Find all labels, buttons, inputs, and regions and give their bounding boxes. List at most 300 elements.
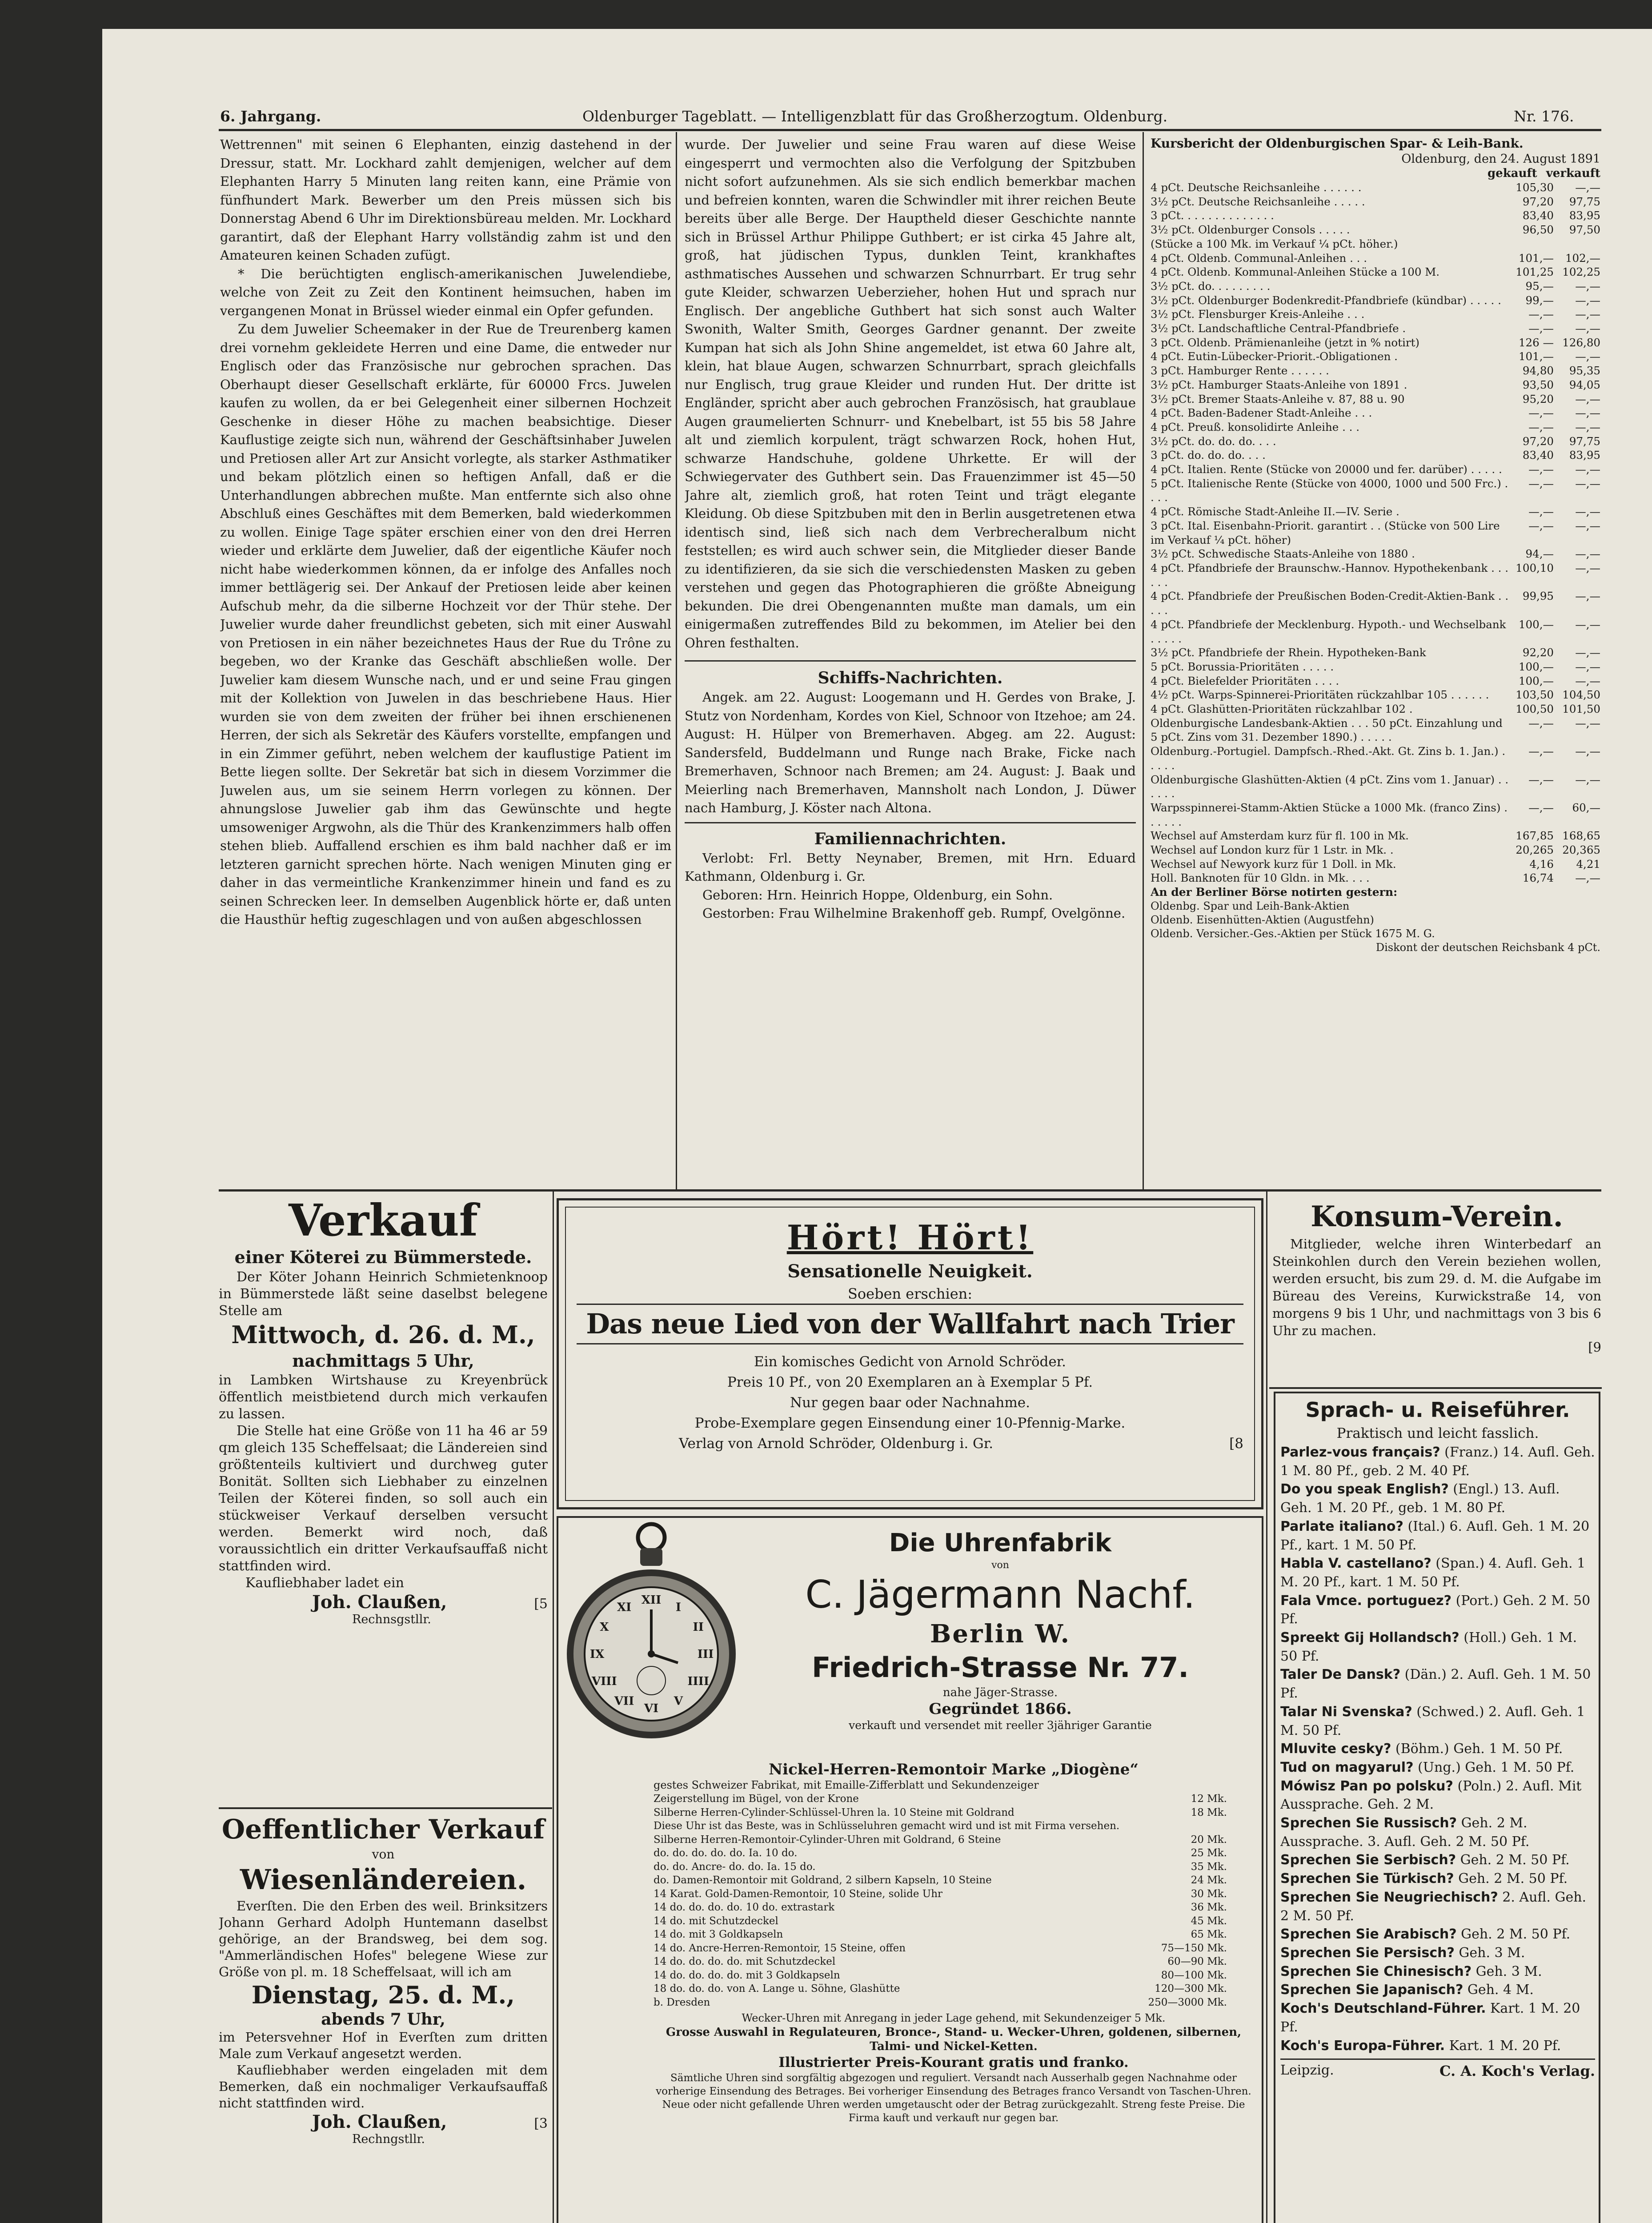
ad-time: nachmittags 5 Uhr, [292, 1351, 474, 1371]
guide-entry [1280, 2037, 1595, 2055]
market-row [1151, 702, 1600, 716]
ad-footer-left: Leipzig. [1280, 2062, 1334, 2079]
security-name: 3½ pCt. Deutsche Reichsanleihe . . . . . [1151, 195, 1365, 208]
guide-entry [1280, 1703, 1595, 1740]
family-entry: Gestorben: Frau Wilhelmine Brakenhoff geb. Rumpf, Ovelgönne. [702, 906, 1126, 921]
item-price: 45 Mk. [1191, 1915, 1227, 1927]
ad-text: in Lambken Wirtshause zu Kreyenbrück öffentlich meistbietend durch mich verkaufen zu lassen. [219, 1372, 548, 1422]
ad-footer-right: C. A. Koch's Verlag. [1439, 2062, 1595, 2080]
price-bought: 92,20 [1522, 646, 1554, 659]
price-sold: 102,— [1565, 251, 1600, 265]
price-sold: —,— [1575, 406, 1600, 420]
ad-founded: Gegründet 1866. [929, 1700, 1072, 1718]
price-row [654, 1901, 1227, 1914]
security-name: Oldenburgische Landesbank-Aktien . . . 50 pCt. Einzahlung und 5 pCt. Zins vom 31. Dezember 1890.) . . . . . [1151, 716, 1503, 744]
security-name: 3 pCt. Hamburger Rente . . . . . . [1151, 364, 1329, 377]
header-right: Nr. 176. [1514, 108, 1574, 125]
security-name: 3½ pCt. Hamburger Staats-Anleihe von 1891 . [1151, 378, 1407, 391]
ad-model-desc: gestes Schweizer Fabrikat, mit Emaille-Zifferblatt und Sekundenzeiger [654, 1779, 1039, 1791]
ad-line: Preis 10 Pf., von 20 Exemplaren an à Exemplar 5 Pf. [727, 1374, 1093, 1390]
ad-footer-line: Sämtliche Uhren sind sorgfältig abgezogen und reguliert. Versandt nach Ausserhalb gegen Nachnahme oder vorherige Einsendung des Betrages. Bei vorheriger Einsendung des Betrages franco Versandt von Taschen-Uhren. Neue oder nicht gefallende Uhren werden umgetauscht oder der Betrag zurückgezahlt. Streng feste Preise. Die Firma kauft und verkauft nur gegen bar. [656, 2072, 1251, 2124]
security-name: 4 pCt. Glashütten-Prioritäten rückzahlbar 102 . [1151, 702, 1413, 716]
item-name: 14 do. do. do. do. mit 3 Goldkapseln [654, 1969, 840, 1981]
article-para: wurde. Der Juwelier und seine Frau waren auf diese Weise eingesperrt und vermochten also die Verfolgung der Spitzbuben nicht sofort aufzunehmen. Als sie sich endlich bemerkbar machen und befreien konnten, waren die Schwindler mit ihrer reichen Beute bereits über alle Berge. Der Hauptheld dieser Geschichte nannte sich in Brüssel Arthur Philippe Guthbert; er ist cirka 45 Jahre alt, groß, hat jüdischen Typus, dunklen Teint, krankhaftes asthmatisches Aussehen und schwarzen Schnurrbart. Er trug sehr gute Kleider, schwarzen Ueberzieher, hohen Hut und sprach nur Englisch. Der angebliche Guthbert hat sich sonst auch Walter Swonith, Walter Smith, Georges Gardner genannt. Der zweite Kumpan hat sich als John Shine angemeldet, ist etwa 60 Jahre alt, klein, hat blaue Augen, schwarzen Schnurrbart, sprach gleichfalls nur Englisch, trug graue Kleider und runden Hut. Der dritte ist Engländer, spricht aber auch gebrochen Französisch, hat graublaue Augen graumelierten Schnurr- und Knebelbart, ist 55 bis 58 Jahre alt und ziemlich korpulent, trägt schwarzen Rock, hohen Hut, schwarze Handschuhe, goldene Uhrkette. Er will der Schwiegervater des Guthbert sein. Das Frauenzimmer ist 45—50 Jahre alt, ziemlich groß, hat roten Teint und trägt elegante Kleidung. Ob diese Spitzbuben mit den in Berlin ausgetretenen etwa identisch sind, ließ sich nach dem Verbrecheralbum nicht feststellen; es wird auch schwer sein, die Mitglieder dieser Bande zu identifizieren, da sie sich die verschiedensten Masken zu geben verstehen und gegen das Photographieren die größte Abneigung bekunden. Die drei Obengenannten mußte man damals, um ein einigermaßen zutreffendes Bild zu bekommen, im Atelier bei den Ohren festhalten. [685, 137, 1136, 650]
newspaper-page [102, 29, 1652, 2223]
price-sold: —,— [1575, 773, 1600, 786]
price-sold: 94,05 [1569, 378, 1600, 391]
item-name: Zeigerstellung im Bügel, von der Krone [654, 1793, 859, 1805]
price-sold: 97,50 [1569, 223, 1600, 237]
price-sold: 126,80 [1562, 336, 1600, 349]
family-entry: Geboren: Hrn. Heinrich Hoppe, Oldenburg, ein Sohn. [702, 887, 1053, 903]
security-name: 3 pCt. do. do. do. . . . [1151, 449, 1266, 462]
guide-title: Tud on magyarul? [1280, 1759, 1414, 1775]
guide-entry [1280, 1554, 1595, 1591]
price-row [654, 1819, 1227, 1833]
berlin-line: Oldenb. Versicher.-Ges.-Aktien per Stück 1675 M. G. [1151, 927, 1435, 940]
ad-announce: Soeben erschien: [847, 1285, 973, 1302]
price-sold: —,— [1575, 279, 1600, 293]
security-name: 4 pCt. Deutsche Reichsanleihe . . . . . . [1151, 181, 1362, 194]
header-left: 6. Jahrgang. [220, 108, 321, 125]
guide-title: Sprechen Sie Persisch? [1280, 1945, 1455, 1961]
market-row [1151, 434, 1600, 449]
market-col-heads [1151, 166, 1600, 181]
price-bought: 99,95 [1522, 590, 1554, 603]
market-row [1151, 561, 1600, 589]
price-sold: —,— [1575, 561, 1600, 574]
market-row [1151, 589, 1600, 617]
price-sold: 168,65 [1562, 829, 1600, 843]
ad-footer-line: Illustrierter Preis-Kourant gratis und franko. [778, 2054, 1129, 2071]
ad-text: Mitglieder, welche ihren Winterbedarf an Steinkohlen durch den Verein beziehen wollen, werden ersucht, bis zum 29. d. M. die Aufgabe im Büreau des Vereins, Kurwickstraße 14, von morgens 9 bis 1 Uhr, und nachmittags von 3 bis 6 Uhr zu machen. [1272, 1236, 1601, 1338]
ad-line: Verlag von Arnold Schröder, Oldenburg i. Gr. [679, 1436, 994, 1452]
item-name: 14 do. do. do. do. 10 do. extrastark [654, 1902, 835, 1913]
pocket-watch-illustration [565, 1521, 738, 1747]
guide-title: Spreekt Gij Hollandsch? [1280, 1630, 1460, 1646]
price-sold: 102,25 [1562, 265, 1600, 279]
price-bought: —,— [1528, 773, 1554, 786]
guide-title: Taler De Dansk? [1280, 1667, 1401, 1683]
article-column-1 [220, 136, 671, 1185]
item-name: do. Damen-Remontoir mit Goldrand, 2 silbern Kapseln, 10 Steine [654, 1874, 992, 1886]
price-bought: 96,50 [1522, 223, 1554, 237]
ad-company: C. Jägermann Nachf. [805, 1573, 1195, 1617]
ad-separator [219, 1807, 552, 1809]
clock-numeral: II [693, 1621, 704, 1634]
price-row [654, 1887, 1227, 1901]
price-bought: 101,— [1518, 350, 1554, 363]
price-sold: —,— [1575, 618, 1600, 631]
security-name: 4 pCt. Preuß. konsolidirte Anleihe . . . [1151, 420, 1360, 433]
item-name: 14 Karat. Gold-Damen-Remontoir, 10 Steine, solide Uhr [654, 1888, 942, 1900]
ad-time: abends 7 Uhr, [321, 2010, 445, 2029]
guide-details: (Schwed.) 2. Aufl. Geh. 1 M. 50 Pf. [1280, 1704, 1585, 1738]
ad-line: Probe-Exemplare gegen Einsendung einer 10-Pfennig-Marke. [694, 1415, 1126, 1431]
price-bought: 20,265 [1516, 843, 1554, 857]
security-name: Wechsel auf Amsterdam kurz für fl. 100 in Mk. [1151, 829, 1409, 843]
item-price: 24 Mk. [1191, 1874, 1227, 1886]
guide-title: Koch's Europa-Führer. [1280, 2038, 1445, 2054]
security-name: 3 pCt. . . . . . . . . . . . . . [1151, 209, 1274, 222]
price-bought [1509, 237, 1554, 251]
market-row [1151, 251, 1600, 265]
item-name: Silberne Herren-Cylinder-Schlüssel-Uhren la. 10 Steine mit Goldrand [654, 1806, 1014, 1818]
price-row [654, 1833, 1227, 1847]
ad-date: Mittwoch, d. 26. d. M., [231, 1320, 535, 1349]
guide-title: Do you speak English? [1280, 1481, 1449, 1497]
price-bought: 105,30 [1516, 181, 1554, 194]
price-bought: 97,20 [1522, 195, 1554, 208]
market-row [1151, 265, 1600, 279]
ad-date: Dienstag, 25. d. M., [251, 1981, 515, 2009]
guide-details: Geh. 4 M. [1463, 1982, 1534, 1998]
price-sold: —,— [1575, 392, 1600, 405]
market-row [1151, 744, 1600, 772]
guide-title: Parlate italiano? [1280, 1518, 1403, 1534]
ad-oeffentlicher-verkauf [219, 1812, 548, 2223]
price-row [654, 1914, 1227, 1928]
security-name: Wechsel auf Newyork kurz für 1 Doll. in Mk. [1151, 857, 1396, 871]
price-sold: —,— [1575, 716, 1600, 730]
price-bought: 16,74 [1522, 871, 1554, 885]
guide-entry [1280, 1944, 1595, 1962]
market-row [1151, 448, 1600, 462]
market-row [1151, 406, 1600, 420]
guide-details: Geh. 3 M. [1472, 1963, 1542, 1979]
ad-title: Sprach- u. Reiseführer. [1305, 1398, 1570, 1422]
ad-model: Nickel-Herren-Remontoir Marke „Diogène“ [769, 1761, 1139, 1778]
berlin-line: Oldenb. Eisenhütten-Aktien (Augustfehn) [1151, 914, 1374, 927]
ad-city: Berlin W. [930, 1619, 1071, 1649]
guide-entry [1280, 1777, 1595, 1814]
ad-footer-line: Wecker-Uhren mit Anregang in jeder Lage gehend, mit Sekundenzeiger 5 Mk. [742, 2012, 1166, 2024]
market-row [1151, 688, 1600, 702]
security-name: 4 pCt. Pfandbriefe der Braunschw.-Hannov. Hypothekenbank . . . . . . [1151, 561, 1509, 589]
price-sold: —,— [1575, 547, 1600, 561]
lower-divider-1 [553, 1192, 554, 2223]
guide-details: (Franz.) 14. Aufl. Geh. 1 M. 80 Pf., geb. 2 M. 40 Pf. [1280, 1445, 1595, 1479]
security-name: 3½ pCt. Oldenburger Consols . . . . . [1151, 223, 1350, 237]
security-name: 4 pCt. Römische Stadt-Anleihe II.—IV. Serie . [1151, 505, 1399, 518]
price-sold: 97,75 [1569, 195, 1600, 208]
price-sold: 83,95 [1569, 209, 1600, 222]
item-name: 14 do. mit Schutzdeckel [654, 1915, 778, 1927]
divider-1 [676, 132, 677, 1189]
item-name: do. do. do. do. do. Ia. 10 do. [654, 1847, 798, 1859]
price-bought: 97,20 [1522, 434, 1554, 448]
guide-list [1280, 1443, 1595, 2055]
price-sold [1556, 237, 1600, 251]
security-name: 5 pCt. Borussia-Prioritäten . . . . . [1151, 660, 1334, 673]
price-sold: 83,95 [1569, 449, 1600, 462]
market-title: Kursbericht der Oldenburgischen Spar- & Leih-Bank. [1151, 136, 1524, 151]
market-row [1151, 674, 1600, 688]
clock-numeral: VII [614, 1694, 634, 1708]
item-name: b. Dresden [654, 1996, 710, 2008]
item-price: 12 Mk. [1191, 1793, 1227, 1805]
guide-details: Kart. 1 M. 20 Pf. [1280, 2001, 1580, 2035]
security-name: 3½ pCt. Landschaftliche Central-Pfandbriefe . [1151, 322, 1406, 335]
price-sold: —,— [1575, 660, 1600, 673]
price-row [654, 1942, 1227, 1955]
guide-entry [1280, 1758, 1595, 1777]
ad-sprachfuehrer [1280, 1396, 1595, 2223]
price-bought: —,— [1528, 406, 1554, 420]
guide-entry [1280, 1517, 1595, 1554]
security-name: Oldenburg.-Portugiel. Dampfsch.-Rhed.-Akt. Gt. Zins b. 1. Jan.) . . . . . [1151, 745, 1506, 772]
guide-entry [1280, 1665, 1595, 1702]
guide-entry [1280, 1814, 1595, 1851]
clock-numeral: IIII [687, 1675, 710, 1688]
security-name: 4 pCt. Oldenb. Communal-Anleihen . . . [1151, 251, 1367, 265]
market-row [1151, 801, 1600, 829]
price-row [654, 1982, 1227, 1996]
guide-entry [1280, 1999, 1595, 2036]
guide-details: (Engl.) 13. Aufl. Geh. 1 M. 20 Pf., geb. 1 M. 80 Pf. [1280, 1481, 1560, 1516]
ad-closing: Kaufliebhaber ladet ein [245, 1575, 404, 1591]
security-name: 3½ pCt. Oldenburger Bodenkredit-Pfandbriefe (kündbar) . . . . . [1151, 293, 1501, 307]
price-list [654, 1792, 1254, 2009]
price-bought: —,— [1528, 519, 1554, 532]
market-row [1151, 378, 1600, 392]
price-sold: —,— [1575, 181, 1600, 194]
clock-numeral: VI [644, 1702, 659, 1715]
item-name: 14 do. Ancre-Herren-Remontoir, 15 Steine, offen [654, 1942, 906, 1954]
guide-entry [1280, 1480, 1595, 1517]
security-name: (Stücke a 100 Mk. im Verkauf ¼ pCt. höher.) [1151, 237, 1398, 250]
guide-title: Parlez-vous français? [1280, 1445, 1440, 1460]
ad-line: Ein komisches Gedicht von Arnold Schröder. [754, 1354, 1066, 1370]
guide-details: (Span.) 4. Aufl. Geh. 1 M. 20 Pf., kart. 1 M. 50 Pf. [1280, 1556, 1586, 1590]
guide-details: (Ung.) Geh. 1 M. 50 Pf. [1413, 1759, 1575, 1775]
security-name: 3 pCt. Ital. Eisenbahn-Priorit. garantirt . . (Stücke von 500 Lire im Verkauf ¼ pCt. höher) [1151, 519, 1500, 546]
item-price: 25 Mk. [1191, 1847, 1227, 1859]
price-row [654, 1996, 1227, 2010]
price-sold: —,— [1575, 322, 1600, 335]
pocket-watch-icon [565, 1521, 738, 1747]
price-bought: —,— [1528, 505, 1554, 518]
price-bought: 94,80 [1522, 364, 1554, 377]
market-row [1151, 462, 1600, 477]
ad-desc: verkauft und versendet mit reeller 3jähriger Garantie [849, 1719, 1152, 1732]
price-bought: —,— [1528, 801, 1554, 814]
market-row [1151, 293, 1600, 308]
guide-entry [1280, 1443, 1595, 1480]
price-bought: 167,85 [1516, 829, 1554, 843]
ad-signature: Joh. Claußen, [312, 1592, 447, 1613]
ad-ref: [5 [534, 1596, 548, 1612]
market-row [1151, 237, 1600, 251]
security-name: 4 pCt. Pfandbriefe der Mecklenburg. Hypoth.- und Wechselbank . . . . . [1151, 618, 1506, 645]
item-name: Silberne Herren-Remontoir-Cylinder-Uhren mit Goldrand, 6 Steine [654, 1834, 1001, 1846]
guide-title: Sprechen Sie Russisch? [1280, 1815, 1457, 1831]
clock-numeral: XII [641, 1593, 662, 1607]
security-name: Warpsspinnerei-Stamm-Aktien Stücke a 1000 Mk. (franco Zins) . . . . . . [1151, 801, 1508, 828]
ad-hoert [577, 1216, 1243, 1497]
price-row [654, 1806, 1227, 1820]
security-name: 3½ pCt. Flensburger Kreis-Anleihe . . . [1151, 308, 1365, 321]
ad-von: von [372, 1847, 395, 1862]
price-sold: —,— [1575, 350, 1600, 363]
security-name: 5 pCt. Italienische Rente (Stücke von 4000, 1000 und 500 Frc.) . . . . [1151, 477, 1508, 504]
price-bought: —,— [1528, 308, 1554, 321]
guide-details: (Port.) Geh. 2 M. 50 Pf. [1280, 1593, 1591, 1627]
ad-signature: Joh. Claußen, [312, 2111, 447, 2132]
security-name: 3½ pCt. Pfandbriefe der Rhein. Hypotheken-Bank [1151, 646, 1426, 659]
guide-title: Koch's Deutschland-Führer. [1280, 2001, 1486, 2017]
guide-title: Sprechen Sie Japanisch? [1280, 1982, 1464, 1998]
price-sold: —,— [1575, 646, 1600, 659]
article-para: Zu dem Juwelier Scheemaker in der Rue de Treurenberg kamen drei vornehm gekleidete Herren und eine Dame, die entweder nur Englisch oder das Französische nur gebrochen sprachen. Das Oberhaupt dieser Gesellschaft erklärte, für 60000 Frcs. Juwelen kaufen zu wollen, da er bei Gelegenheit einer silbernen Hochzeit Geschenke in dieser Höhe zu machen beabsichtige. Dieser Kauflustige zeigte sich nun, während der Geschäftsinhaber Juwelen und Pretiosen aller Art zur Ansicht vorlegte, als starker Asthmatiker und bekam plötzlich einen so heftigen Anfall, daß er die Unterhandlungen abbrechen mußte. Man entfernte sich also ohne Abschluß eines Geschäftes mit dem Bemerken, bald wiederkommen zu wollen. Einige Tage später erschien einer von den drei Herren wieder und erklärte dem Juwelier, daß der eigentliche Käufer noch nicht habe wiederkommen können, da er infolge des Anfalles noch immer bettlägerig sei. Der Ankauf der Pretiosen leide aber keinen Aufschub mehr, da die silberne Hochzeit vor der Thür stehe. Der Juwelier wurde daher freundlichst gebeten, sich mit einer Auswahl von Pretiosen in ein näher bezeichnetes Haus der Rue du Trône zu begeben, wo der Kranke das Geschäft abschließen wolle. Der Juwelier kam diesem Wunsche nach, und er und seine Frau gingen mit der Kollektion von Juwelen in das beschriebene Haus. Hier wurden sie von dem zweiten der früher bei ihnen erschienenen Herren, der sich als Sekretär des Käufers vorstellte, empfangen und in ein Zimmer geführt, neben welchem der kauflustige Patient im Bette liegen sollte. Der Sekretär bat sich in diesem Vorzimmer die Juwelen aus, um sie seinem Herrn vorlegen zu können. Der ahnungslose Juwelier gab ihm das Gewünschte und hegte umsoweniger Argwohn, als die Thür des Krankenzimmers halb offen stehen blieb. Auffallend erschien es ihm bald nachher daß er im letzteren garnicht sprechen hörte. Nach wenigen Minuten ging er daher in das vermeintliche Krankenzimmer hinein und fand es zu seinen Schrecken leer. In demselben Augenblick hörte er, daß unten die Hausthür heftig zugeschlagen und von außen abgeschlossen [220, 321, 671, 927]
guide-title: Habla V. castellano? [1280, 1556, 1431, 1572]
price-bought: 100,10 [1516, 561, 1554, 574]
item-name: 18 do. do. do. von A. Lange u. Söhne, Glashütte [654, 1983, 900, 1994]
price-sold: —,— [1575, 477, 1600, 490]
market-row [1151, 392, 1600, 406]
price-sold: —,— [1575, 519, 1600, 532]
clock-numeral: I [675, 1601, 682, 1614]
guide-details: (Ital.) 6. Aufl. Geh. 1 M. 20 Pf., kart. 1 M. 50 Pf. [1280, 1518, 1590, 1553]
guide-entry [1280, 1740, 1595, 1758]
price-sold: 101,50 [1562, 702, 1600, 716]
clock-numeral: III [697, 1648, 714, 1661]
ad-ref: [3 [534, 2116, 548, 2131]
section-rule [685, 822, 1136, 823]
price-sold: —,— [1575, 745, 1600, 758]
item-name: Diese Uhr ist das Beste, was in Schlüsseluhren gemacht wird und ist mit Firma versehen. [654, 1820, 1120, 1832]
guide-title: Sprechen Sie Türkisch? [1280, 1871, 1454, 1887]
guide-details: Kart. 1 M. 20 Pf. [1445, 2038, 1561, 2054]
market-rows [1151, 181, 1600, 885]
ad-footer-line: Grosse Auswahl in Regulateuren, Bronce-, Stand- u. Wecker-Uhren, goldenen, silbernen, Talmi- und Nickel-Ketten. [666, 2026, 1242, 2053]
ad-subtitle: Wiesenländereien. [240, 1863, 527, 1896]
ad-ref: [8 [1229, 1436, 1243, 1452]
price-bought: 101,— [1518, 251, 1554, 265]
ad-text: Die Stelle hat eine Größe von 11 ha 46 ar 59 qm gleich 135 Scheffelsaat; die Ländereien sind größtenteils kultiviert und durchweg guter Bonität. Sollten sich Liebhaber zu einzelnen Teilen der Köterei finden, so soll auch ein stückweiser Verkauf derselben versucht werden. Bemerkt wird noch, daß voraussichtlich ein dritter Verkaufsauffaß nicht stattfinden wird. [219, 1423, 548, 1574]
market-row [1151, 773, 1600, 801]
guide-details: (Poln.) 2. Aufl. Mit Aussprache. Geh. 2 M. [1280, 1778, 1582, 1813]
price-bought: —,— [1528, 716, 1554, 730]
head-sold: verkauft [1546, 167, 1600, 180]
ad-text: im Petersvehner Hof in Everſten zum dritten Male zum Verkauf angesetzt werden. [219, 2030, 548, 2061]
item-price: 36 Mk. [1191, 1902, 1227, 1913]
price-bought: 99,— [1525, 293, 1554, 307]
guide-details: Geh. 2 M. 50 Pf. [1456, 1926, 1571, 1942]
price-bought: —,— [1528, 477, 1554, 490]
guide-entry [1280, 1592, 1595, 1629]
security-name: 4 pCt. Italien. Rente (Stücke von 20000 und fer. darüber) . . . . . [1151, 463, 1502, 476]
price-row [654, 1955, 1227, 1969]
ad-separator [1269, 1387, 1602, 1389]
item-price: 20 Mk. [1191, 1834, 1227, 1846]
ad-signature-title: Rechngstllr. [352, 2132, 425, 2146]
security-name: 4 pCt. Eutin-Lübecker-Priorit.-Obligationen . [1151, 350, 1398, 363]
market-row [1151, 660, 1600, 674]
ad-ref: [9 [1588, 1340, 1601, 1355]
clock-numeral: V [674, 1694, 683, 1708]
price-row [654, 1860, 1227, 1874]
ad-text: Everſten. Die den Erben des weil. Brinksitzers Johann Gerhard Adolph Huntemann daselbst gehörige, an der Brandsweg, bei dem sog. "Ammerländischen Hofes" belegene Wiese zur Größe von pl. m. 18 Scheffelsaat, will ich am [219, 1898, 548, 1979]
market-row [1151, 364, 1600, 378]
item-price: 120—300 Mk. [1155, 1983, 1227, 1994]
market-row [1151, 871, 1600, 885]
market-row [1151, 336, 1600, 350]
ad-hoert-frame [557, 1198, 1263, 1509]
guide-entry [1280, 1962, 1595, 1981]
security-name: 4 pCt. Oldenb. Kommunal-Anleihen Stücke a 100 M. [1151, 265, 1440, 279]
price-bought: 83,40 [1522, 449, 1554, 462]
guide-title: Mluvite cesky? [1280, 1741, 1391, 1757]
security-name: 3½ pCt. Schwedische Staats-Anleihe von 1880 . [1151, 547, 1415, 561]
ad-title: Verkauf [289, 1196, 478, 1246]
price-bought: 95,— [1525, 279, 1554, 293]
ad-headline: Das neue Lied von der Wallfahrt nach Trier [577, 1304, 1243, 1344]
guide-entry [1280, 1870, 1595, 1888]
ad-title: Hört! Hört! [786, 1218, 1034, 1257]
guide-entry [1280, 1925, 1595, 1944]
price-row [654, 1928, 1227, 1942]
price-sold: —,— [1575, 420, 1600, 433]
price-bought: 100,50 [1516, 702, 1554, 716]
price-row [654, 1969, 1227, 1982]
price-bought: 100,— [1518, 618, 1554, 631]
security-name: 4½ pCt. Warps-Spinnerei-Prioritäten rückzahlbar 105 . . . . . . [1151, 688, 1489, 702]
market-row [1151, 618, 1600, 646]
market-row [1151, 519, 1600, 547]
item-price: 18 Mk. [1191, 1806, 1227, 1818]
price-sold: —,— [1575, 590, 1600, 603]
security-name: Wechsel auf London kurz für 1 Lstr. in Mk. . [1151, 843, 1394, 857]
price-row [654, 1792, 1227, 1806]
ad-title: Oeffentlicher Verkauf [221, 1814, 545, 1845]
price-sold: 95,35 [1569, 364, 1600, 377]
price-sold: —,— [1575, 505, 1600, 518]
mid-rule [219, 1189, 1601, 1192]
item-name: 14 do. do. do. do. mit Schutzdeckel [654, 1956, 836, 1967]
price-sold: —,— [1575, 463, 1600, 476]
price-bought: 100,— [1518, 674, 1554, 687]
price-bought: 103,50 [1516, 688, 1554, 702]
ad-uhren [742, 1527, 1258, 1758]
price-bought: 101,25 [1516, 265, 1554, 279]
clock-numeral: XI [617, 1601, 632, 1614]
ad-line: Nur gegen baar oder Nachnahme. [790, 1395, 1030, 1411]
market-row [1151, 223, 1600, 237]
market-row [1151, 716, 1600, 744]
market-row [1151, 181, 1600, 195]
price-bought: 93,50 [1522, 378, 1554, 391]
ad-subtitle: einer Köterei zu Bümmerstede. [234, 1247, 532, 1267]
market-row [1151, 307, 1600, 321]
guide-title: Sprechen Sie Neugriechisch? [1280, 1889, 1498, 1905]
market-date: Oldenburg, den 24. August 1891 [1401, 152, 1600, 166]
price-bought: 95,20 [1522, 392, 1554, 405]
clock-numeral: VIII [591, 1675, 617, 1688]
item-price: 250—3000 Mk. [1148, 1996, 1227, 2008]
guide-entry [1280, 1981, 1595, 1999]
item-price: 35 Mk. [1191, 1861, 1227, 1873]
article-para: Wettrennen" mit seinen 6 Elephanten, einzig dastehend in der Dressur, statt. Mr. Lockhard zahlt demjenigen, welcher auf dem Elephanten Harry 5 Minuten lang reiten kann, eine Prämie von fünfhundert Mark. Bewerber um den Preis müssen sich bis Donnerstag Abend 6 Uhr im Direktionsbüreau melden. Mr. Lockhard garantirt, daß der Elephant Harry vollständig zahm ist und den Amateuren keinen Schaden zufügt. [220, 137, 671, 263]
ad-subtitle: Praktisch und leicht fasslich. [1336, 1425, 1539, 1441]
guide-title: Fala Vmce. portuguez? [1280, 1593, 1452, 1609]
market-row [1151, 209, 1600, 223]
guide-title: Talar Ni Svenska? [1280, 1704, 1412, 1720]
market-row [1151, 505, 1600, 519]
price-sold: 60,— [1572, 801, 1600, 814]
item-name: 14 do. mit 3 Goldkapseln [654, 1929, 783, 1940]
guide-details: (Holl.) Geh. 1 M. 50 Pf. [1280, 1630, 1577, 1664]
